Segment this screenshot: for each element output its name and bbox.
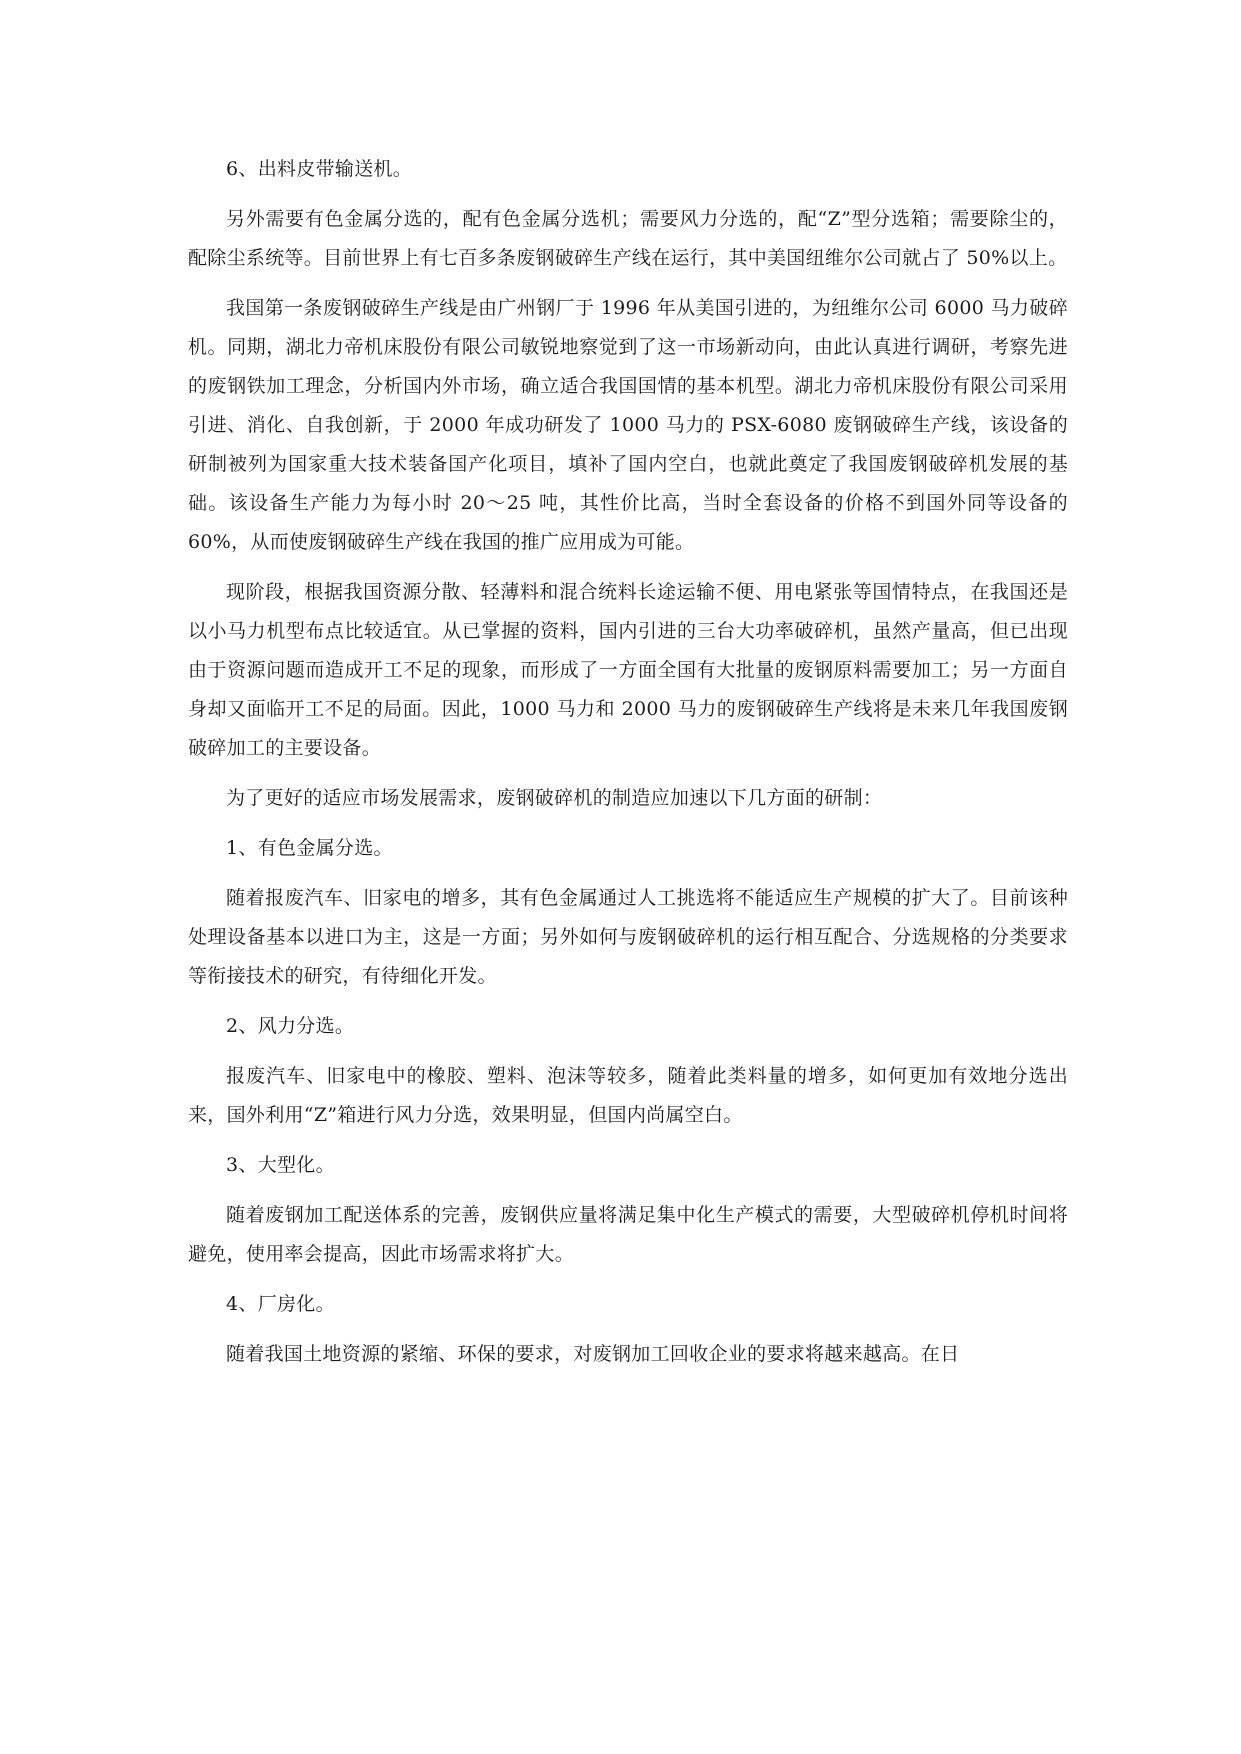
paragraph-first-production-line: 我国第一条废钢破碎生产线是由广州钢厂于 1996 年从美国引进的，为纽维尔公司 6000 马力破碎机。同期，湖北力帝机床股份有限公司敏锐地察觉到了这一市场新动向，由此认真进行调研，考察先进的废钢铁加工理念，分析国内外市场，确立适合我国国情的基本机型。湖北力帝机床股份有限公司采用引进、消化、自我创新，于 2000 年成功研发了 1000 马力的 PSX-6080 废钢破碎生产线，该设备的研制被列为国家重大技术装备国产化项目，填补了国内空白，也就此奠定了我国废钢破碎机发展的基础。该设备生产能力为每小时 20～25 吨，其性价比高，当时全套设备的价格不到国外同等设备的 60%，从而使废钢破碎生产线在我国的推广应用成为可能。 <box>188 297 1068 553</box>
paragraph-development-directions: 为了更好的适应市场发展需求，废钢破碎机的制造应加速以下几方面的研制： <box>226 787 883 809</box>
paragraph-sorting-options: 另外需要有色金属分选的，配有色金属分选机；需要风力分选的，配“Z”型分选箱；需要除尘的，配除尘系统等。目前世界上有七百多条废钢破碎生产线在运行，其中美国纽维尔公司就占了 50%以上。 <box>188 208 1068 269</box>
list-item-belt-conveyor: 6、出料皮带输送机。 <box>226 158 413 180</box>
paragraph-nonferrous-sorting: 随着报废汽车、旧家电的增多，其有色金属通过人工挑选将不能适应生产规模的扩大了。目前该种处理设备基本以进口为主，这是一方面；另外如何与废钢破碎机的运行相互配合、分选规格的分类要求等衔接技术的研究，有待细化开发。 <box>188 887 1068 987</box>
document-body <box>188 150 1068 1385</box>
paragraph-indoor-plant: 随着我国土地资源的紧缩、环保的要求，对废钢加工回收企业的要求将越来越高。在日 <box>226 1343 960 1365</box>
heading-indoor-plant: 4、厂房化。 <box>226 1293 335 1315</box>
paragraph-large-scale: 随着废钢加工配送体系的完善，废钢供应量将满足集中化生产模式的需要，大型破碎机停机时间将避免，使用率会提高，因此市场需求将扩大。 <box>188 1204 1068 1265</box>
paragraph-air-sorting: 报废汽车、旧家电中的橡胶、塑料、泡沫等较多，随着此类料量的增多，如何更加有效地分选出来，国外利用“Z”箱进行风力分选，效果明显，但国内尚属空白。 <box>188 1065 1068 1126</box>
heading-air-sorting: 2、风力分选。 <box>226 1015 355 1037</box>
paragraph-current-stage: 现阶段，根据我国资源分散、轻薄料和混合统料长途运输不便、用电紧张等国情特点，在我国还是以小马力机型布点比较适宜。从已掌握的资料，国内引进的三台大功率破碎机，虽然产量高，但已出现由于资源问题而造成开工不足的现象，而形成了一方面全国有大批量的废钢原料需要加工；另一方面自身却又面临开工不足的局面。因此，1000 马力和 2000 马力的废钢破碎生产线将是未来几年我国废钢破碎加工的主要设备。 <box>188 581 1068 759</box>
heading-nonferrous-sorting: 1、有色金属分选。 <box>226 837 393 859</box>
heading-large-scale: 3、大型化。 <box>226 1154 335 1176</box>
